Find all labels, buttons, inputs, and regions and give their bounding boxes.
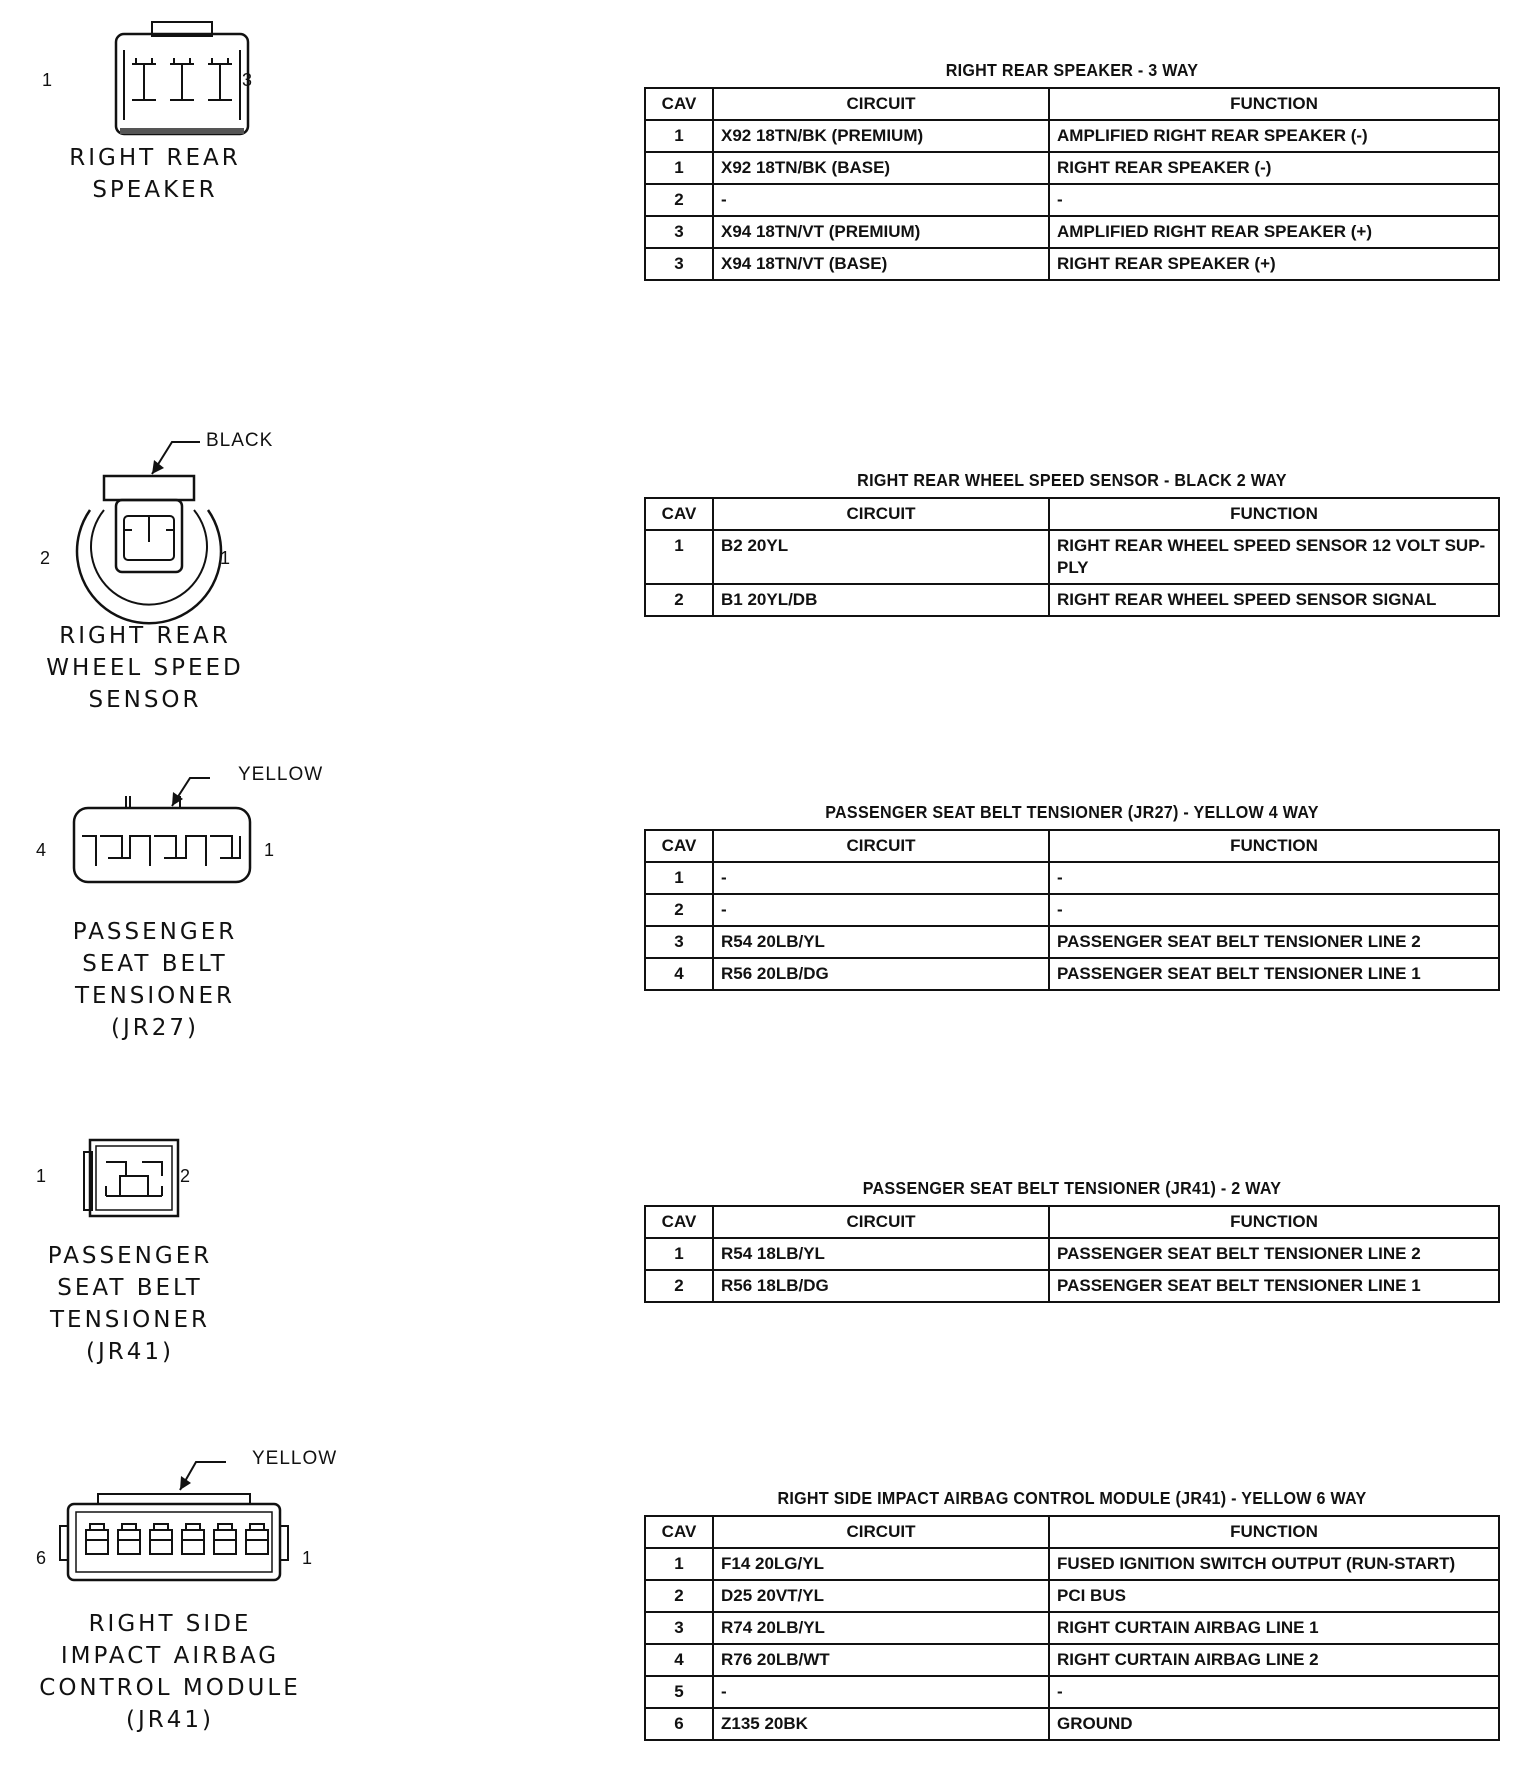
cav-cell: 1 bbox=[645, 1238, 713, 1270]
function-cell: - bbox=[1049, 894, 1499, 926]
cav-cell: 3 bbox=[645, 216, 713, 248]
circuit-cell: X94 18TN/VT (PREMIUM) bbox=[713, 216, 1049, 248]
cav-cell: 1 bbox=[645, 862, 713, 894]
pin-label-left: 6 bbox=[36, 1548, 47, 1568]
function-cell: AMPLIFIED RIGHT REAR SPEAKER (+) bbox=[1049, 216, 1499, 248]
cav-cell: 2 bbox=[645, 894, 713, 926]
cav-cell: 1 bbox=[645, 1548, 713, 1580]
cav-cell: 5 bbox=[645, 1676, 713, 1708]
table-header-row bbox=[645, 1516, 1499, 1548]
table-title: PASSENGER SEAT BELT TENSIONER (JR27) - YELLOW 4 WAY bbox=[825, 802, 1319, 822]
pin-table bbox=[644, 87, 1500, 281]
function-cell: PCI BUS bbox=[1049, 1580, 1499, 1612]
function-cell: FUSED IGNITION SWITCH OUTPUT (RUN-START) bbox=[1049, 1548, 1499, 1580]
circuit-cell: D25 20VT/YL bbox=[713, 1580, 1049, 1612]
table-row bbox=[645, 1644, 1499, 1676]
circuit-cell: B1 20YL/DB bbox=[713, 584, 1049, 616]
function-cell: RIGHT CURTAIN AIRBAG LINE 1 bbox=[1049, 1612, 1499, 1644]
cav-cell: 2 bbox=[645, 1270, 713, 1302]
function-cell: RIGHT REAR SPEAKER (-) bbox=[1049, 152, 1499, 184]
pin-label-right: 1 bbox=[264, 840, 275, 860]
pin-label-right: 1 bbox=[302, 1548, 313, 1568]
cav-cell: 1 bbox=[645, 530, 713, 584]
pin-label-right: 2 bbox=[180, 1166, 191, 1186]
header-cav: CAV bbox=[645, 498, 713, 530]
function-cell: RIGHT REAR WHEEL SPEED SENSOR SIGNAL bbox=[1049, 584, 1499, 616]
seat-belt-tensioner-jr27-connector-icon bbox=[60, 766, 300, 906]
connector-seat-belt-tensioner-jr41 bbox=[20, 1120, 320, 1420]
header-circuit: CIRCUIT bbox=[713, 498, 1049, 530]
seat-belt-tensioner-jr41-connector-icon bbox=[50, 1132, 250, 1242]
header-function: FUNCTION bbox=[1049, 830, 1499, 862]
header-circuit: CIRCUIT bbox=[713, 1206, 1049, 1238]
cav-cell: 2 bbox=[645, 584, 713, 616]
table-title: PASSENGER SEAT BELT TENSIONER (JR41) - 2 WAY bbox=[862, 1178, 1282, 1198]
circuit-cell: B2 20YL bbox=[713, 530, 1049, 584]
table-seat-belt-tensioner-jr27 bbox=[644, 802, 1500, 991]
header-cav: CAV bbox=[645, 88, 713, 120]
table-right-rear-speaker bbox=[644, 60, 1500, 281]
function-cell: PASSENGER SEAT BELT TENSIONER LINE 1 bbox=[1049, 958, 1499, 990]
header-function: FUNCTION bbox=[1049, 498, 1499, 530]
speaker-connector-icon bbox=[60, 20, 300, 160]
connector-right-rear-speaker bbox=[20, 0, 320, 230]
circuit-cell: Z135 20BK bbox=[713, 1708, 1049, 1740]
connector-right-rear-wheel-speed-sensor bbox=[20, 420, 320, 720]
color-tag: BLACK bbox=[206, 430, 274, 451]
cav-cell: 2 bbox=[645, 184, 713, 216]
pin-table bbox=[644, 497, 1500, 617]
table-row bbox=[645, 184, 1499, 216]
table-row bbox=[645, 1238, 1499, 1270]
table-row bbox=[645, 584, 1499, 616]
table-right-side-impact-airbag-module bbox=[644, 1488, 1500, 1741]
connector-seat-belt-tensioner-jr27 bbox=[20, 750, 324, 1050]
pin-label-right: 3 bbox=[242, 70, 253, 90]
function-cell: RIGHT REAR SPEAKER (+) bbox=[1049, 248, 1499, 280]
header-cav: CAV bbox=[645, 1516, 713, 1548]
table-seat-belt-tensioner-jr41 bbox=[644, 1178, 1500, 1303]
connector-name: PASSENGER SEAT BELT TENSIONER (JR27) bbox=[72, 919, 238, 1041]
pin-table bbox=[644, 1515, 1500, 1741]
wheel-speed-sensor-connector-icon bbox=[40, 430, 280, 610]
circuit-cell: F14 20LG/YL bbox=[713, 1548, 1049, 1580]
table-row bbox=[645, 248, 1499, 280]
color-tag: YELLOW bbox=[238, 764, 324, 785]
color-tag: YELLOW bbox=[252, 1448, 338, 1469]
cav-cell: 1 bbox=[645, 120, 713, 152]
table-row bbox=[645, 152, 1499, 184]
function-cell: PASSENGER SEAT BELT TENSIONER LINE 2 bbox=[1049, 926, 1499, 958]
header-circuit: CIRCUIT bbox=[713, 1516, 1049, 1548]
cav-cell: 2 bbox=[645, 1580, 713, 1612]
function-cell: PASSENGER SEAT BELT TENSIONER LINE 2 bbox=[1049, 1238, 1499, 1270]
header-function: FUNCTION bbox=[1049, 1206, 1499, 1238]
cav-cell: 1 bbox=[645, 152, 713, 184]
header-cav: CAV bbox=[645, 830, 713, 862]
function-cell: - bbox=[1049, 862, 1499, 894]
table-row bbox=[645, 862, 1499, 894]
circuit-cell: - bbox=[713, 862, 1049, 894]
cav-cell: 3 bbox=[645, 1612, 713, 1644]
circuit-cell: R74 20LB/YL bbox=[713, 1612, 1049, 1644]
table-row bbox=[645, 1708, 1499, 1740]
connector-name: PASSENGER SEAT BELT TENSIONER (JR41) bbox=[47, 1243, 213, 1365]
function-cell: GROUND bbox=[1049, 1708, 1499, 1740]
circuit-cell: - bbox=[713, 184, 1049, 216]
table-header-row bbox=[645, 1206, 1499, 1238]
cav-cell: 4 bbox=[645, 1644, 713, 1676]
header-function: FUNCTION bbox=[1049, 1516, 1499, 1548]
table-row bbox=[645, 1270, 1499, 1302]
connector-right-side-impact-airbag-module bbox=[20, 1440, 338, 1760]
airbag-module-connector-icon bbox=[40, 1450, 320, 1590]
function-cell: - bbox=[1049, 184, 1499, 216]
table-header-row bbox=[645, 830, 1499, 862]
table-row bbox=[645, 1612, 1499, 1644]
table-row bbox=[645, 530, 1499, 584]
function-cell: AMPLIFIED RIGHT REAR SPEAKER (-) bbox=[1049, 120, 1499, 152]
header-circuit: CIRCUIT bbox=[713, 88, 1049, 120]
circuit-cell: - bbox=[713, 894, 1049, 926]
circuit-cell: - bbox=[713, 1676, 1049, 1708]
cav-cell: 6 bbox=[645, 1708, 713, 1740]
table-row bbox=[645, 894, 1499, 926]
cav-cell: 3 bbox=[645, 926, 713, 958]
function-cell: - bbox=[1049, 1676, 1499, 1708]
cav-cell: 4 bbox=[645, 958, 713, 990]
table-row bbox=[645, 120, 1499, 152]
connector-name: RIGHT REAR WHEEL SPEED SENSOR bbox=[46, 623, 244, 713]
header-function: FUNCTION bbox=[1049, 88, 1499, 120]
table-title: RIGHT REAR SPEAKER - 3 WAY bbox=[945, 60, 1199, 80]
pin-table bbox=[644, 829, 1500, 991]
pin-label-left: 4 bbox=[36, 840, 47, 860]
connector-name: RIGHT REAR SPEAKER bbox=[69, 145, 241, 203]
pin-label-left: 2 bbox=[40, 548, 51, 568]
circuit-cell: X92 18TN/BK (BASE) bbox=[713, 152, 1049, 184]
table-row bbox=[645, 926, 1499, 958]
table-title: RIGHT SIDE IMPACT AIRBAG CONTROL MODULE (JR41) - YELLOW 6 WAY bbox=[777, 1488, 1367, 1508]
header-cav: CAV bbox=[645, 1206, 713, 1238]
table-row bbox=[645, 1676, 1499, 1708]
table-header-row bbox=[645, 88, 1499, 120]
circuit-cell: R54 20LB/YL bbox=[713, 926, 1049, 958]
circuit-cell: X94 18TN/VT (BASE) bbox=[713, 248, 1049, 280]
pin-label-left: 1 bbox=[36, 1166, 47, 1186]
circuit-cell: R76 20LB/WT bbox=[713, 1644, 1049, 1676]
function-cell: RIGHT REAR WHEEL SPEED SENSOR 12 VOLT SUP- PLY bbox=[1049, 530, 1499, 584]
table-row bbox=[645, 216, 1499, 248]
table-right-rear-wheel-speed-sensor bbox=[644, 470, 1500, 617]
header-circuit: CIRCUIT bbox=[713, 830, 1049, 862]
pin-table bbox=[644, 1205, 1500, 1303]
circuit-cell: X92 18TN/BK (PREMIUM) bbox=[713, 120, 1049, 152]
table-row bbox=[645, 1580, 1499, 1612]
function-cell: PASSENGER SEAT BELT TENSIONER LINE 1 bbox=[1049, 1270, 1499, 1302]
table-row bbox=[645, 1548, 1499, 1580]
function-cell: RIGHT CURTAIN AIRBAG LINE 2 bbox=[1049, 1644, 1499, 1676]
table-row bbox=[645, 958, 1499, 990]
circuit-cell: R54 18LB/YL bbox=[713, 1238, 1049, 1270]
table-title: RIGHT REAR WHEEL SPEED SENSOR - BLACK 2 WAY bbox=[857, 470, 1287, 490]
table-header-row bbox=[645, 498, 1499, 530]
connector-name: RIGHT SIDE IMPACT AIRBAG CONTROL MODULE (JR41) bbox=[39, 1611, 301, 1733]
circuit-cell: R56 18LB/DG bbox=[713, 1270, 1049, 1302]
pin-label-right: 1 bbox=[220, 548, 231, 568]
cav-cell: 3 bbox=[645, 248, 713, 280]
pin-label-left: 1 bbox=[42, 70, 53, 90]
circuit-cell: R56 20LB/DG bbox=[713, 958, 1049, 990]
